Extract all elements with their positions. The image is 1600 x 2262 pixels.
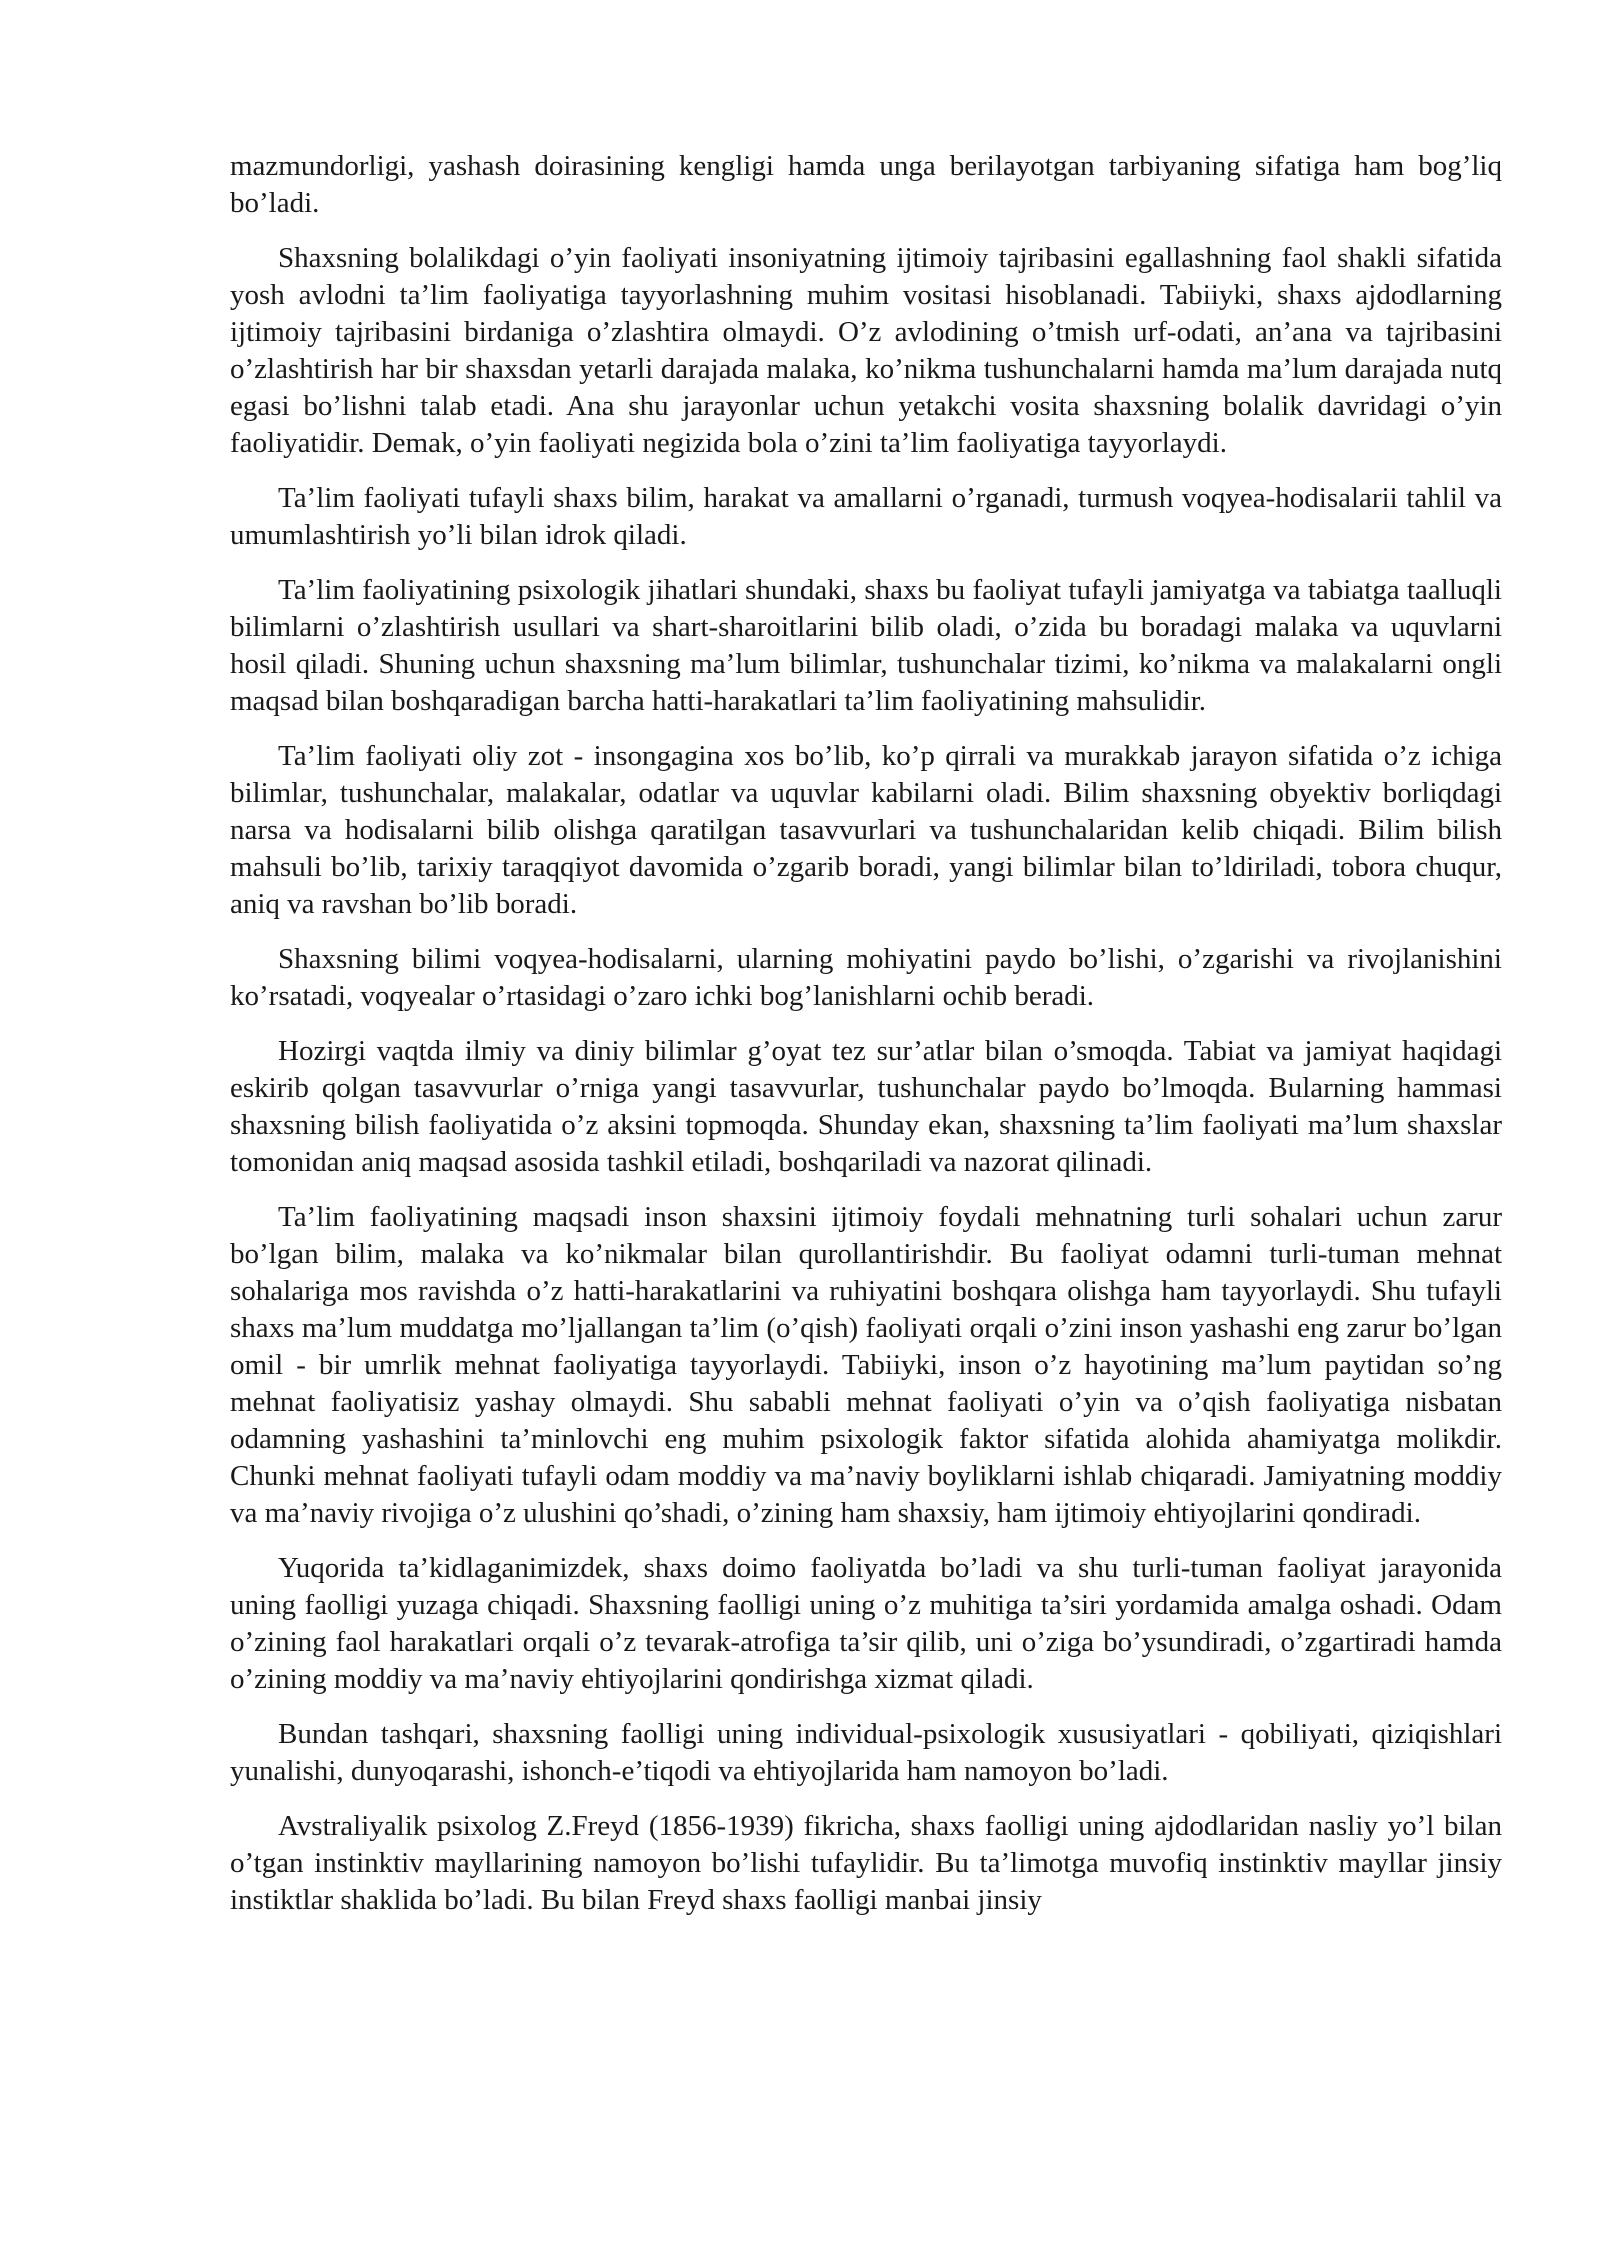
paragraph-5: Ta’lim faoliyati oliy zot - insongagina xos bo’lib, ko’p qirrali va murakkab jarayon sifatida o’z ichiga bilimlar, tushunchalar, malakalar, odatlar va uquvlar kabilarni oladi. Bilim shaxsning obyektiv borliqdagi narsa va hodisalarni bilib olishga qaratilgan tasavvurlari va tushunchalaridan kelib chiqadi. Bilim bilish mahsuli bo’lib, tarixiy taraqqiyot davomida o’zgarib boradi, yangi bilimlar bilan to’ldiriladi, tobora chuqur, aniq va ravshan bo’lib boradi. — [230, 740, 1502, 920]
paragraph-10: Bundan tashqari, shaxsning faolligi uning individual-psixologik xususiyatlari - qobiliyati, qiziqishlari yunalishi, dunyoqarashi, ishonch-e’tiqodi va ehtiyojlarida ham namoyon bo’ladi. — [230, 1718, 1502, 1787]
paragraph-9: Yuqorida ta’kidlaganimizdek, shaxs doimo faoliyatda bo’ladi va shu turli-tuman faoliyat jarayonida uning faolligi yuzaga chiqadi. Shaxsning faolligi uning o’z muhitiga ta’siri yordamida amalga oshadi. Odam o’zining faol harakatlari orqali o’z tevarak-atrofiga ta’sir qilib, uni o’ziga bo’ysundiradi, o’zgartiradi hamda o’zining moddiy va ma’naviy ehtiyojlarini qondirishga xizmat qiladi. — [230, 1552, 1502, 1695]
paragraph-8: Ta’lim faoliyatining maqsadi inson shaxsini ijtimoiy foydali mehnatning turli sohalari uchun zarur bo’lgan bilim, malaka va ko’nikmalar bilan qurollantirishdir. Bu faoliyat odamni turli-tuman mehnat sohalariga mos ravishda o’z hatti-harakatlarini va ruhiyatini boshqara olishga ham tayyorlaydi. Shu tufayli shaxs ma’lum muddatga mo’ljallangan ta’lim (o’qish) faoliyati orqali o’zini inson yashashi eng zarur bo’lgan omil - bir umrlik mehnat faoliyatiga tayyorlaydi. Tabiiyki, inson o’z hayotining ma’lum paytidan so’ng mehnat faoliyatisiz yashay olmaydi. Shu sababli mehnat faoliyati o’yin va o’qish faoliyatiga nisbatan odamning yashashini ta’minlovchi eng muhim psixologik faktor sifatida alohida ahamiyatga molikdir. Chunki mehnat faoliyati tufayli odam moddiy va ma’naviy boyliklarni ishlab chiqaradi. Jamiyatning moddiy va ma’naviy rivojiga o’z ulushini qo’shadi, o’zining ham shaxsiy, ham ijtimoiy ehtiyojlarini qondiradi. — [230, 1201, 1502, 1529]
paragraph-3: Ta’lim faoliyati tufayli shaxs bilim, harakat va amallarni o’rganadi, turmush voqyea-hodisalarii tahlil va umumlashtirish yo’li bilan idrok qiladi. — [230, 482, 1502, 551]
paragraph-6: Shaxsning bilimi voqyea-hodisalarni, ularning mohiyatini paydo bo’lishi, o’zgarishi va rivojlanishini ko’rsatadi, voqyealar o’rtasidagi o’zaro ichki bog’lanishlarni ochib beradi. — [230, 943, 1502, 1012]
paragraph-4: Ta’lim faoliyatining psixologik jihatlari shundaki, shaxs bu faoliyat tufayli jamiyatga va tabiatga taalluqli bilimlarni o’zlashtirish usullari va shart-sharoitlarini bilib oladi, o’zida bu boradagi malaka va uquvlarni hosil qiladi. Shuning uchun shaxsning ma’lum bilimlar, tushunchalar tizimi, ko’nikma va malakalarni ongli maqsad bilan boshqaradigan barcha hatti-harakatlari ta’lim faoliyatining mahsulidir. — [230, 574, 1502, 717]
document-page — [230, 148, 1502, 1919]
paragraph-11: Avstraliyalik psixolog Z.Freyd (1856-1939) fikricha, shaxs faolligi uning ajdodlaridan nasliy yo’l bilan o’tgan instinktiv mayllarining namoyon bo’lishi tufaylidir. Bu ta’limotga muvofiq instinktiv mayllar jinsiy instiktlar shaklida bo’ladi. Bu bilan Freyd shaxs faolligi manbai jinsiy — [230, 1810, 1502, 1916]
paragraph-2: Shaxsning bolalikdagi o’yin faoliyati insoniyatning ijtimoiy tajribasini egallashning faol shakli sifatida yosh avlodni ta’lim faoliyatiga tayyorlashning muhim vositasi hisoblanadi. Tabiiyki, shaxs ajdodlarning ijtimoiy tajribasini birdaniga o’zlashtira olmaydi. O’z avlodining o’tmish urf-odati, an’ana va tajribasini o’zlashtirish har bir shaxsdan yetarli darajada malaka, ko’nikma tushunchalarni hamda ma’lum darajada nutq egasi bo’lishni talab etadi. Ana shu jarayonlar uchun yetakchi vosita shaxsning bolalik davridagi o’yin faoliyatidir. Demak, o’yin faoliyati negizida bola o’zini ta’lim faoliyatiga tayyorlaydi. — [230, 242, 1502, 459]
paragraph-1: mazmundorligi, yashash doirasining kengligi hamda unga berilayotgan tarbiyaning sifatiga ham bog’liq bo’ladi. — [230, 150, 1502, 219]
paragraph-7: Hozirgi vaqtda ilmiy va diniy bilimlar g’oyat tez sur’atlar bilan o’smoqda. Tabiat va jamiyat haqidagi eskirib qolgan tasavvurlar o’rniga yangi tasavvurlar, tushunchalar paydo bo’lmoqda. Bularning hammasi shaxsning bilish faoliyatida o’z aksini topmoqda. Shunday ekan, shaxsning ta’lim faoliyati ma’lum shaxslar tomonidan aniq maqsad asosida tashkil etiladi, boshqariladi va nazorat qilinadi. — [230, 1035, 1502, 1178]
